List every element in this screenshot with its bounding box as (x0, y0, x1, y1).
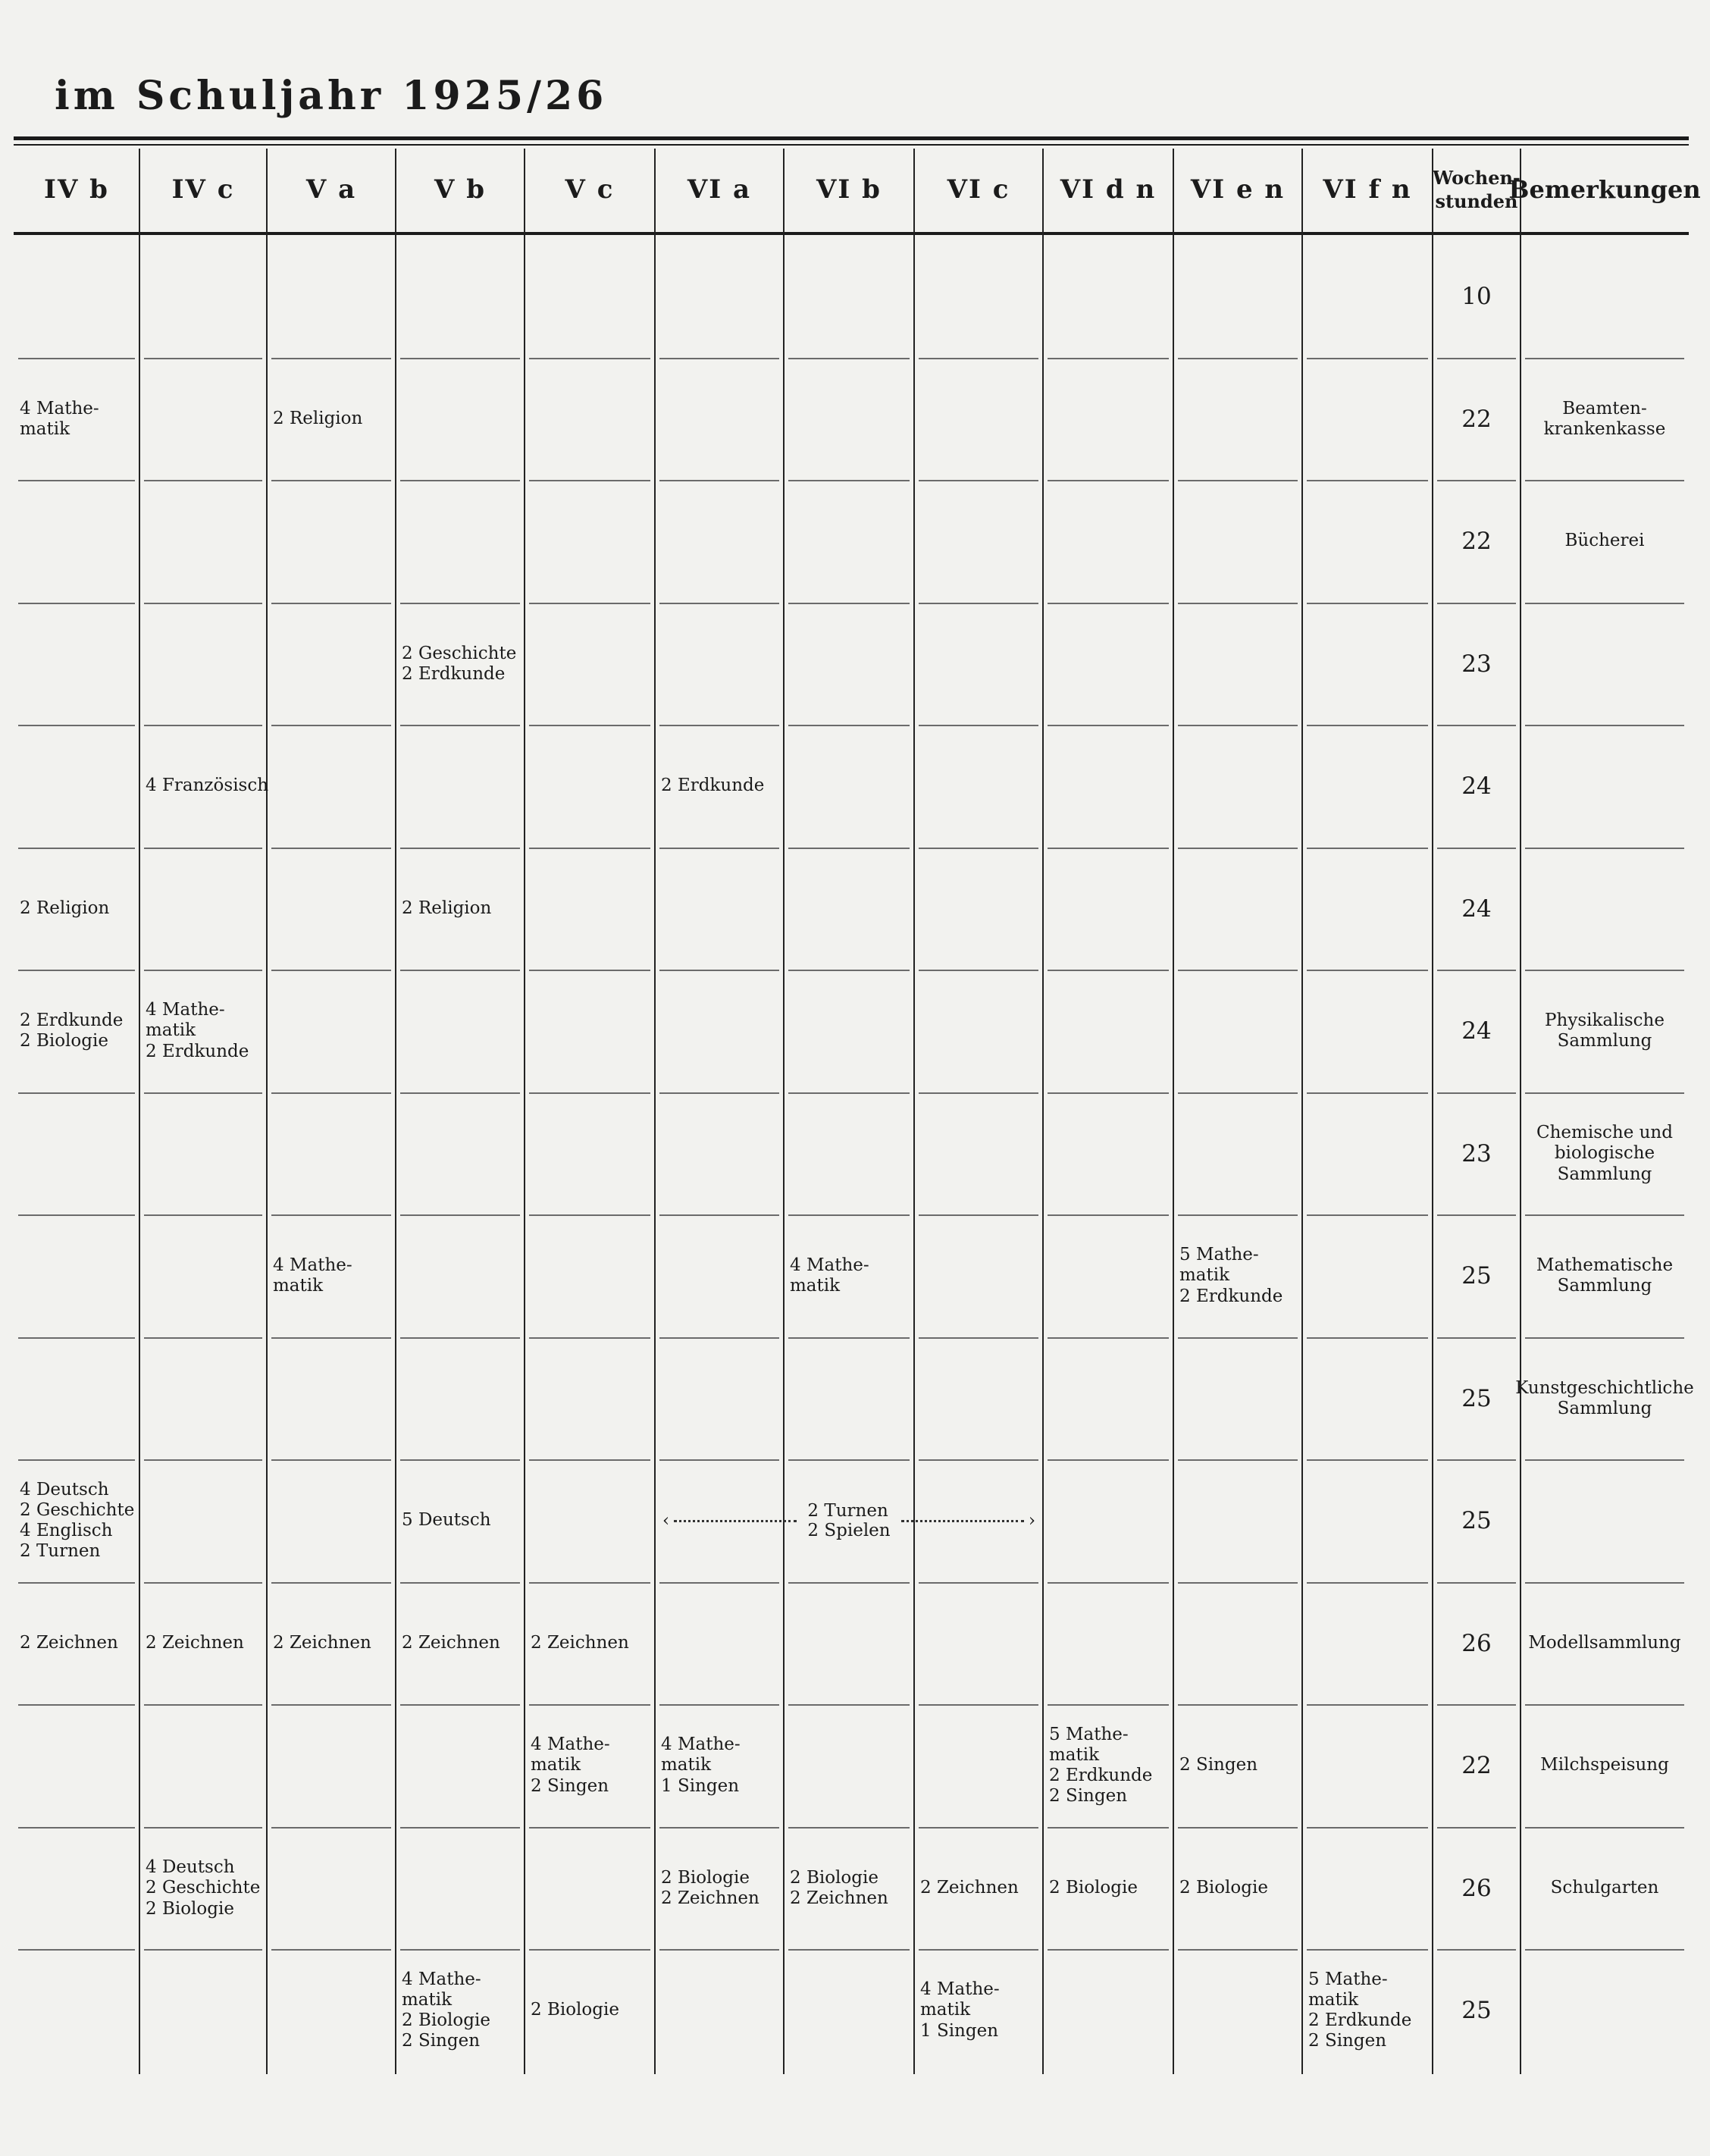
page-title: im Schuljahr 1925/26 (55, 73, 608, 119)
cell-text: Kunstgeschichtliche (1515, 1377, 1694, 1398)
row-separator (788, 970, 910, 971)
cell-text: Sammlung (1557, 1276, 1652, 1296)
cell-text: matik (20, 419, 70, 439)
cell-text: 2 Biologie (531, 2000, 619, 2020)
cell-text: matik (1049, 1744, 1100, 1765)
cell-text: 4 Mathe- (790, 1255, 869, 1275)
cell-text: 2 Erdkunde (20, 1010, 124, 1030)
cell-text: 2 Religion (20, 898, 110, 919)
row-separator (1307, 603, 1428, 604)
row-separator (1307, 1827, 1428, 1829)
cell-text: Bücherei (1564, 531, 1645, 551)
remark (1521, 1827, 1689, 1950)
cell-text: 2 Biologie (790, 1867, 878, 1888)
cell-text: 2 Erdkunde (1179, 1286, 1283, 1306)
row-separator (919, 358, 1038, 359)
cell-text: 2 Religion (402, 898, 492, 919)
weekly-hours: 25 (1461, 1996, 1492, 2024)
cell-text: 2 Erdkunde (1308, 2010, 1412, 2030)
row-separator (1307, 970, 1428, 971)
row-separator (144, 1337, 262, 1339)
cell-text: 2 Zeichnen (273, 1633, 371, 1653)
spanning-entry (662, 1459, 1035, 1582)
row-separator (919, 1704, 1038, 1706)
row-separator (788, 603, 910, 604)
cell-text: 5 Mathe- (1049, 1724, 1129, 1744)
cell-text: 2 Biologie (1049, 1878, 1138, 1898)
arrow-left-icon: ‹ (662, 1511, 670, 1531)
row-separator (271, 480, 391, 481)
table-cell (784, 1214, 914, 1337)
remark (1521, 1704, 1689, 1827)
table-cell (525, 1582, 655, 1705)
row-separator (1307, 848, 1428, 849)
row-separator (18, 1214, 135, 1216)
column-divider (913, 149, 915, 2074)
row-separator (659, 1337, 779, 1339)
row-separator (1307, 1582, 1428, 1584)
row-separator (529, 848, 650, 849)
table-cell (525, 1704, 655, 1827)
weekly-hours: 25 (1461, 1261, 1492, 1290)
weekly-hours: 26 (1461, 1874, 1492, 1902)
row-separator (1525, 848, 1684, 849)
row-separator (400, 358, 520, 359)
row-separator (18, 1337, 135, 1339)
cell-text: matik (402, 1989, 453, 2010)
cell-text: Sammlung (1557, 1399, 1652, 1418)
row-separator (659, 1949, 779, 1951)
row-separator (788, 1092, 910, 1094)
row-separator (529, 1827, 650, 1829)
row-separator (1178, 480, 1298, 481)
row-separator (1178, 358, 1298, 359)
row-separator (144, 1459, 262, 1461)
row-separator (919, 848, 1038, 849)
row-separator (1048, 603, 1169, 604)
row-separator (1178, 725, 1298, 726)
header-rule-thin (14, 144, 1689, 146)
row-separator (1048, 1949, 1169, 1951)
cell-text: 1 Singen (661, 1775, 740, 1796)
table-cell (14, 848, 139, 970)
row-separator (529, 1459, 650, 1461)
row-separator (144, 1092, 262, 1094)
row-separator (659, 358, 779, 359)
remark (1521, 1214, 1689, 1337)
cell-text: 2 Erdkunde (146, 1041, 249, 1061)
row-separator (271, 725, 391, 726)
row-separator (919, 1092, 1038, 1094)
row-separator (1178, 848, 1298, 849)
table-cell (396, 1582, 525, 1705)
table-cell (14, 1459, 139, 1582)
row-separator (919, 480, 1038, 481)
row-separator (400, 1827, 520, 1829)
row-separator (788, 1337, 910, 1339)
row-separator (529, 725, 650, 726)
weekly-hours: 10 (1461, 282, 1492, 310)
row-separator (1307, 725, 1428, 726)
cell-text: 2 Zeichnen (920, 1878, 1019, 1898)
table-cell (396, 603, 525, 725)
row-separator (1178, 1337, 1298, 1339)
row-separator (271, 970, 391, 971)
row-separator (271, 848, 391, 849)
row-separator (144, 1704, 262, 1706)
row-separator (1178, 970, 1298, 971)
cell-text: biologische (1554, 1143, 1655, 1164)
row-separator (1525, 725, 1684, 726)
row-separator (529, 1337, 650, 1339)
cell-text: matik (1308, 1989, 1359, 2010)
table-cell (784, 1827, 914, 1950)
row-separator (1178, 1582, 1298, 1584)
cell-text: 2 Geschichte (20, 1499, 135, 1520)
row-separator (1178, 1949, 1298, 1951)
weekly-hours: 23 (1461, 650, 1492, 678)
cell-text: 4 Mathe- (531, 1735, 610, 1755)
row-separator (18, 725, 135, 726)
cell-text: matik (531, 1755, 581, 1775)
weekly-hours: 22 (1461, 405, 1492, 433)
table-cell (1173, 1827, 1302, 1950)
cell-text: 2 Biologie (146, 1898, 234, 1919)
table-cell (1173, 1214, 1302, 1337)
cell-text: matik (273, 1276, 324, 1296)
cell-text: matik (146, 1020, 196, 1041)
cell-text: 2 Turnen (20, 1541, 101, 1562)
table-cell (267, 1214, 396, 1337)
row-separator (1307, 480, 1428, 481)
cell-text: 2 Zeichnen (20, 1633, 118, 1653)
remarks-header: Bemerkungen (1508, 175, 1701, 204)
column-header: VI c (947, 174, 1010, 205)
table-cell (914, 1827, 1043, 1950)
row-separator (400, 1092, 520, 1094)
row-separator (919, 970, 1038, 971)
row-separator (788, 725, 910, 726)
cell-text: 2 Geschichte (146, 1878, 261, 1898)
cell-text: 4 Englisch (20, 1521, 113, 1540)
row-separator (1048, 970, 1169, 971)
cell-text: 2 Zeichnen (531, 1633, 629, 1653)
cell-text: 2 Singen (531, 1775, 609, 1796)
cell-text: 2 Biologie (1179, 1878, 1268, 1898)
cell-text: 2 Singen (1308, 2031, 1387, 2051)
row-separator (1048, 358, 1169, 359)
row-separator (1048, 1582, 1169, 1584)
column-header: IV c (171, 174, 235, 205)
row-separator (919, 1337, 1038, 1339)
row-separator (18, 1704, 135, 1706)
table-cell (525, 1949, 655, 2072)
table-cell (14, 970, 139, 1092)
cell-text: 2 Zeichnen (790, 1888, 888, 1908)
cell-text: 2 Biologie (20, 1031, 108, 1051)
row-separator (1048, 480, 1169, 481)
cell-text: 5 Deutsch (402, 1510, 491, 1531)
row-separator (271, 1092, 391, 1094)
cell-text: Schulgarten (1550, 1878, 1659, 1898)
cell-text: 2 Zeichnen (661, 1888, 759, 1908)
cell-text: 4 Mathe- (20, 398, 99, 418)
cell-text: 2 Turnen (807, 1501, 888, 1521)
cell-text: 2 Religion (273, 409, 363, 429)
cell-text: Sammlung (1557, 1164, 1652, 1184)
cell-text: Mathematische (1536, 1255, 1674, 1275)
row-separator (271, 1827, 391, 1829)
cell-text: Beamten- (1562, 398, 1647, 418)
cell-text: 4 Mathe- (402, 1969, 481, 1989)
row-separator (1307, 1092, 1428, 1094)
column-header: IV b (44, 174, 109, 205)
row-separator (1307, 1459, 1428, 1461)
row-separator (529, 603, 650, 604)
weekly-hours: 22 (1461, 1751, 1492, 1779)
cell-text: 4 Deutsch (20, 1479, 109, 1499)
row-separator (1048, 1459, 1169, 1461)
remark (1521, 358, 1689, 481)
arrow-right-icon: › (1028, 1511, 1036, 1531)
cell-text: 2 Singen (402, 2031, 481, 2051)
row-separator (1307, 1214, 1428, 1216)
cell-text: matik (920, 2000, 971, 2020)
row-separator (788, 358, 910, 359)
row-separator (1048, 1214, 1169, 1216)
cell-text: Physikalische (1545, 1010, 1665, 1030)
cell-text: 2 Geschichte (402, 643, 517, 663)
table-cell (1173, 1704, 1302, 1827)
table-cell (267, 1582, 396, 1705)
weekly-hours: 23 (1461, 1139, 1492, 1167)
row-separator (788, 480, 910, 481)
header-rule (14, 136, 1689, 140)
column-header: VI a (687, 174, 752, 205)
cell-text: Chemische und (1536, 1123, 1673, 1143)
row-separator (788, 848, 910, 849)
cell-text: 1 Singen (920, 2020, 999, 2041)
row-separator (271, 1949, 391, 1951)
weekly-hours: 22 (1461, 527, 1492, 555)
table-cell (267, 358, 396, 481)
row-separator (1048, 848, 1169, 849)
row-separator (659, 603, 779, 604)
row-separator (529, 970, 650, 971)
column-header: VI b (816, 174, 882, 205)
row-separator (400, 1337, 520, 1339)
column-header: VI e n (1190, 174, 1286, 205)
table-cell (14, 1582, 139, 1705)
row-separator (1307, 1704, 1428, 1706)
row-separator (529, 480, 650, 481)
cell-text: Modellsammlung (1528, 1633, 1681, 1653)
row-separator (659, 1582, 779, 1584)
row-separator (529, 358, 650, 359)
table-cell (139, 970, 267, 1092)
remark (1521, 480, 1689, 603)
row-separator (144, 358, 262, 359)
cell-text: matik (661, 1755, 712, 1775)
table-cell (396, 1949, 525, 2072)
cell-text: 2 Singen (1049, 1786, 1128, 1807)
weekly-hours: 24 (1461, 772, 1492, 800)
cell-text: matik (790, 1276, 841, 1296)
table-cell (655, 1827, 784, 1950)
cell-text: 4 Mathe- (920, 1979, 1000, 2000)
cell-text: 2 Zeichnen (146, 1633, 244, 1653)
row-separator (659, 1092, 779, 1094)
table-cell (655, 725, 784, 848)
cell-text: 2 Erdkunde (1049, 1766, 1153, 1785)
row-separator (400, 480, 520, 481)
row-separator (144, 1949, 262, 1951)
row-separator (1307, 1337, 1428, 1339)
table-cell (655, 1704, 784, 1827)
table-cell (139, 1582, 267, 1705)
row-separator (144, 480, 262, 481)
remark (1521, 1582, 1689, 1705)
cell-text: matik (1179, 1265, 1230, 1286)
table-cell (914, 1949, 1043, 2072)
row-separator (144, 603, 262, 604)
row-separator (659, 1214, 779, 1216)
row-separator (788, 1949, 910, 1951)
row-separator (1178, 1459, 1298, 1461)
row-separator (1048, 725, 1169, 726)
row-separator (1178, 603, 1298, 604)
row-separator (529, 1092, 650, 1094)
dotted-line (901, 1520, 1024, 1522)
cell-text: 5 Mathe- (1308, 1969, 1388, 1989)
cell-text: 4 Mathe- (661, 1735, 741, 1755)
row-separator (271, 1459, 391, 1461)
row-separator (529, 1214, 650, 1216)
row-separator (271, 1704, 391, 1706)
row-separator (18, 480, 135, 481)
hours-header: Wochen- stunden (1433, 166, 1521, 212)
table-cell (139, 1827, 267, 1950)
row-separator (271, 603, 391, 604)
row-separator (788, 1704, 910, 1706)
cell-text: 4 Mathe- (146, 1000, 225, 1020)
cell-text: 2 Zeichnen (402, 1633, 500, 1653)
row-separator (144, 1214, 262, 1216)
row-separator (18, 1827, 135, 1829)
column-header: VI d n (1060, 174, 1157, 205)
row-separator (1525, 603, 1684, 604)
row-separator (18, 1949, 135, 1951)
cell-text: 2 Biologie (402, 2010, 490, 2030)
cell-text: 4 Französisch (146, 776, 269, 796)
table-cell (1043, 1704, 1173, 1827)
table-cell (396, 1459, 525, 1582)
column-header: V a (305, 174, 357, 205)
remark (1515, 1337, 1694, 1460)
cell-text: 2 Biologie (661, 1867, 750, 1888)
row-separator (400, 1704, 520, 1706)
cell-text: 5 Mathe- (1179, 1245, 1259, 1265)
cell-text: 2 Spielen (807, 1521, 891, 1540)
row-separator (919, 725, 1038, 726)
row-separator (1048, 1337, 1169, 1339)
weekly-hours: 25 (1461, 1506, 1492, 1534)
column-header: VI f n (1323, 174, 1412, 205)
cell-text: 2 Singen (1179, 1755, 1258, 1775)
weekly-hours: 26 (1461, 1629, 1492, 1657)
row-separator (271, 1337, 391, 1339)
table-cell (396, 848, 525, 970)
cell-text: krankenkasse (1543, 419, 1666, 439)
row-separator (788, 1582, 910, 1584)
cell-text: 4 Deutsch (146, 1857, 235, 1878)
row-separator (1525, 1459, 1684, 1461)
cell-text: Sammlung (1557, 1031, 1652, 1051)
weekly-hours: 24 (1461, 895, 1492, 923)
weekly-hours: 25 (1461, 1384, 1492, 1412)
cell-text: 2 Erdkunde (402, 664, 506, 684)
row-separator (659, 848, 779, 849)
row-separator (1048, 1092, 1169, 1094)
cell-text: 2 Erdkunde (661, 776, 765, 796)
table-cell (1302, 1949, 1433, 2072)
row-separator (1307, 358, 1428, 359)
remark (1521, 1092, 1689, 1215)
row-separator (1525, 1949, 1684, 1951)
weekly-hours: 24 (1461, 1017, 1492, 1045)
cell-text: Milchspeisung (1540, 1755, 1669, 1775)
column-header: V b (434, 174, 486, 205)
row-separator (400, 725, 520, 726)
row-separator (400, 970, 520, 971)
row-separator (919, 603, 1038, 604)
column-header: V c (565, 174, 615, 205)
row-separator (919, 1582, 1038, 1584)
row-separator (144, 848, 262, 849)
row-separator (1178, 1092, 1298, 1094)
remark (1521, 970, 1689, 1092)
table-cell (139, 725, 267, 848)
table-cell (1043, 1827, 1173, 1950)
dotted-line (674, 1520, 797, 1522)
table-cell (14, 358, 139, 481)
row-separator (18, 1092, 135, 1094)
row-separator (18, 603, 135, 604)
cell-text: 4 Mathe- (273, 1255, 352, 1275)
row-separator (659, 970, 779, 971)
row-separator (400, 1214, 520, 1216)
row-separator (659, 480, 779, 481)
row-separator (919, 1214, 1038, 1216)
